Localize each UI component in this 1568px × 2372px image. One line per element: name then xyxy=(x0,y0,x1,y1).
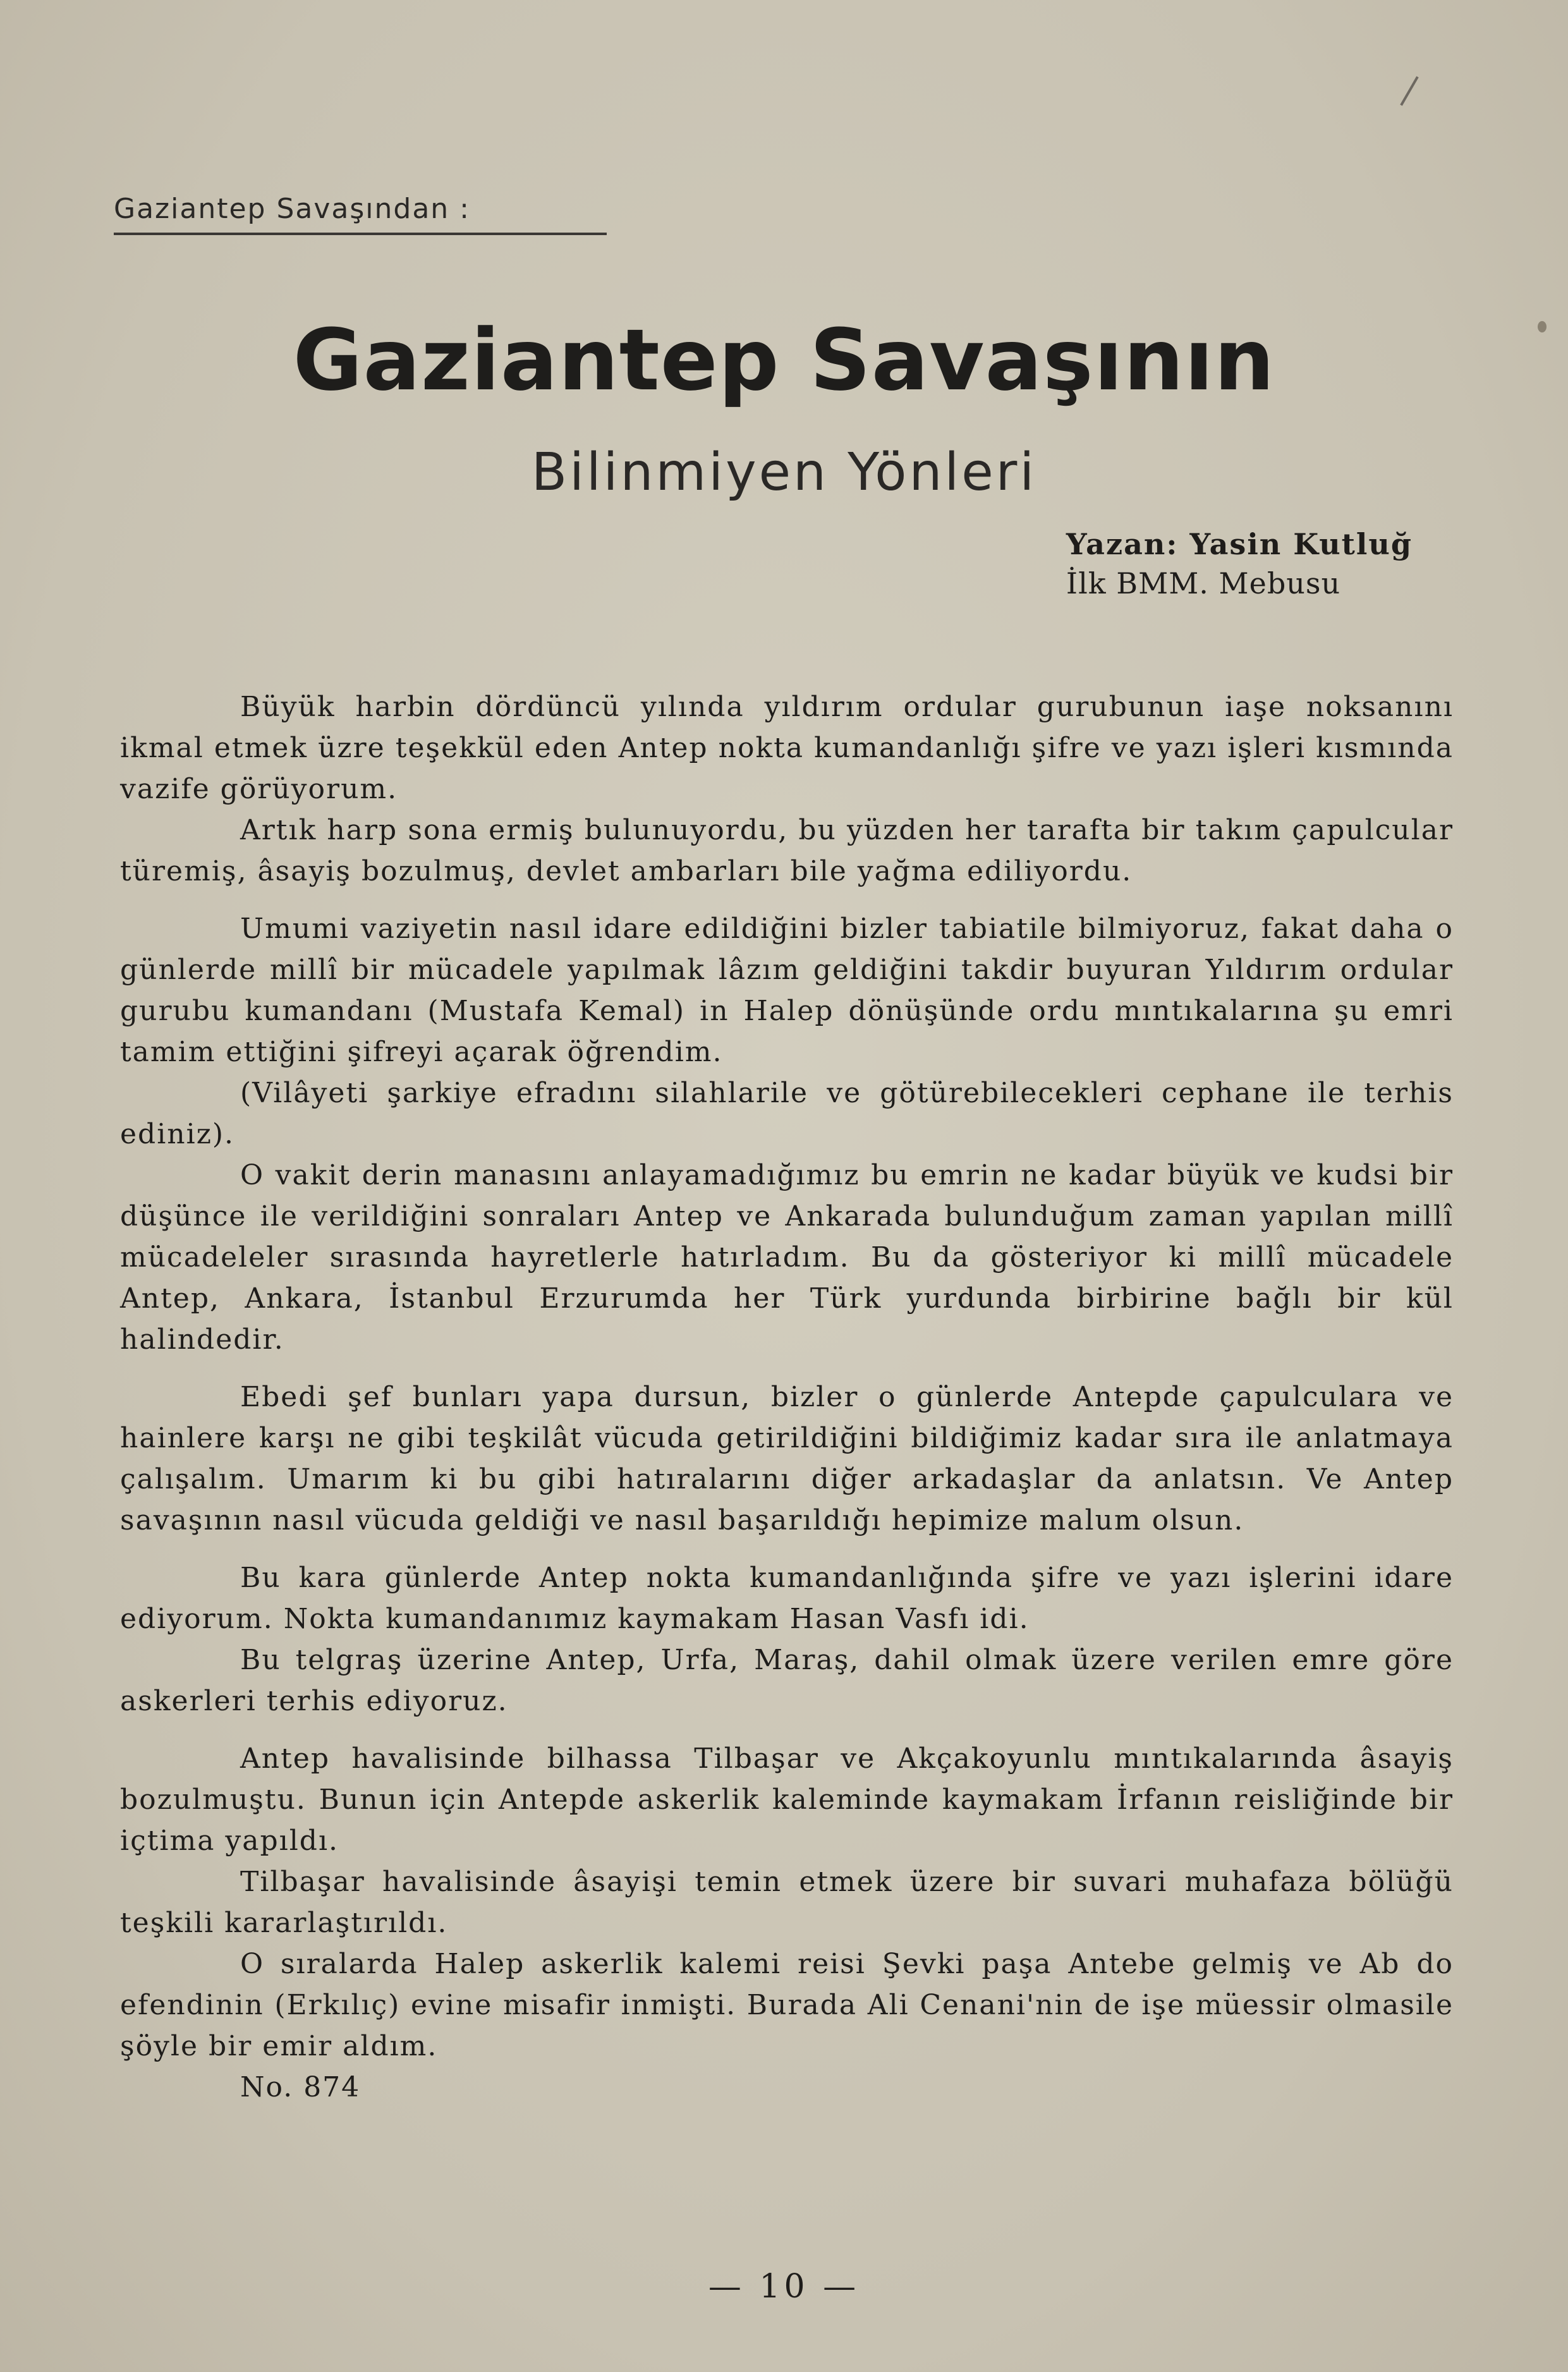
article-body xyxy=(120,686,1454,2108)
running-head-rule xyxy=(114,233,607,235)
paragraph: Büyük harbin dördüncü yılında yıldırım ordular gurubunun iaşe noksanını ikmal etmek üzre teşekkül eden Antep nokta kumandanlığı şifre ve yazı işleri kısmında vazife görüyorum. xyxy=(120,691,1454,805)
paragraph: O sıralarda Halep askerlik kalemi reisi Şevki paşa Antebe gelmiş ve Ab do efendinin (Erkılıç) evine misafir inmişti. Burada Ali Cenani'nin de işe müessir olmasile şöyle bir emir aldım. xyxy=(120,1948,1454,2062)
paragraph: Antep havalisinde bilhassa Tilbaşar ve Akçakoyunlu mıntıkalarında âsayiş bozulmuştu. Bunun için Antepde askerlik kaleminde kaymakam İrfanın reisliğinde bir içtima yapıldı. xyxy=(120,1743,1454,1857)
paragraph: Umumi vaziyetin nasıl idare edildiğini bizler tabiatile bilmiyoruz, fakat daha o günlerde millî bir mücadele yapılmak lâzım geldiğini takdir buyuran Yıldırım ordular gurubu kumandanı (Mustafa Kemal) in Halep dönüşünde ordu mıntıkalarına şu emri tamim ettiğini şifreyi açarak öğrendim. xyxy=(120,913,1454,1068)
paragraph: (Vilâyeti şarkiye efradını silahlarile ve götürebilecekleri cephane ile terhis ediniz). xyxy=(120,1077,1454,1150)
paragraph: Bu telgraş üzerine Antep, Urfa, Maraş, dahil olmak üzere verilen emre göre askerleri terhis ediyoruz. xyxy=(120,1644,1454,1717)
article-subtitle: Bilinmiyen Yönleri xyxy=(531,442,1037,502)
author-title: İlk BMM. Mebusu xyxy=(1066,566,1341,600)
running-head: Gaziantep Savaşından : xyxy=(114,193,470,225)
telegram-number: No. 874 xyxy=(240,2071,361,2103)
paragraph: Bu kara günlerde Antep nokta kumandanlığında şifre ve yazı işlerini idare ediyorum. Nokta kumandanımız kaymakam Hasan Vasfı idi. xyxy=(120,1562,1454,1635)
paragraph: Ebedi şef bunları yapa dursun, bizler o günlerde Antepde çapulculara ve hainlere karşı ne gibi teşkilât vücuda getirildiğini bildiğimiz kadar sıra ile anlatmaya çalışalım. Umarım ki bu gibi hatıralarını diğer arkadaşlar da anlatsın. Ve Antep savaşının nasıl vücuda geldiği ve nasıl başarıldığı hepimize malum olsun. xyxy=(120,1381,1454,1536)
article-title: Gaziantep Savaşının xyxy=(293,311,1275,410)
paragraph: Artık harp sona ermiş bulunuyordu, bu yüzden her tarafta bir takım çapulcular türemiş, âsayiş bozulmuş, devlet ambarları bile yağma ediliyordu. xyxy=(120,814,1454,887)
paragraph: Tilbaşar havalisinde âsayişi temin etmek üzere bir suvari muhafaza bölüğü teşkili kararlaştırıldı. xyxy=(120,1866,1454,1939)
author-block xyxy=(1066,525,1413,603)
author-name: Yazan: Yasin Kutluğ xyxy=(1066,527,1413,561)
paragraph: O vakit derin manasını anlayamadığımız bu emrin ne kadar büyük ve kudsi bir düşünce ile verildiğini sonraları Antep ve Ankarada bulunduğum zaman yapılan millî mücadeleler sırasında hayretlerle hatırladım. Bu da gösteriyor ki millî mücadele Antep, Ankara, İstanbul Erzurumda her Türk yurdunda birbirine bağlı bir kül halindedir. xyxy=(120,1159,1454,1356)
page-number: — 10 — xyxy=(708,2268,860,2306)
